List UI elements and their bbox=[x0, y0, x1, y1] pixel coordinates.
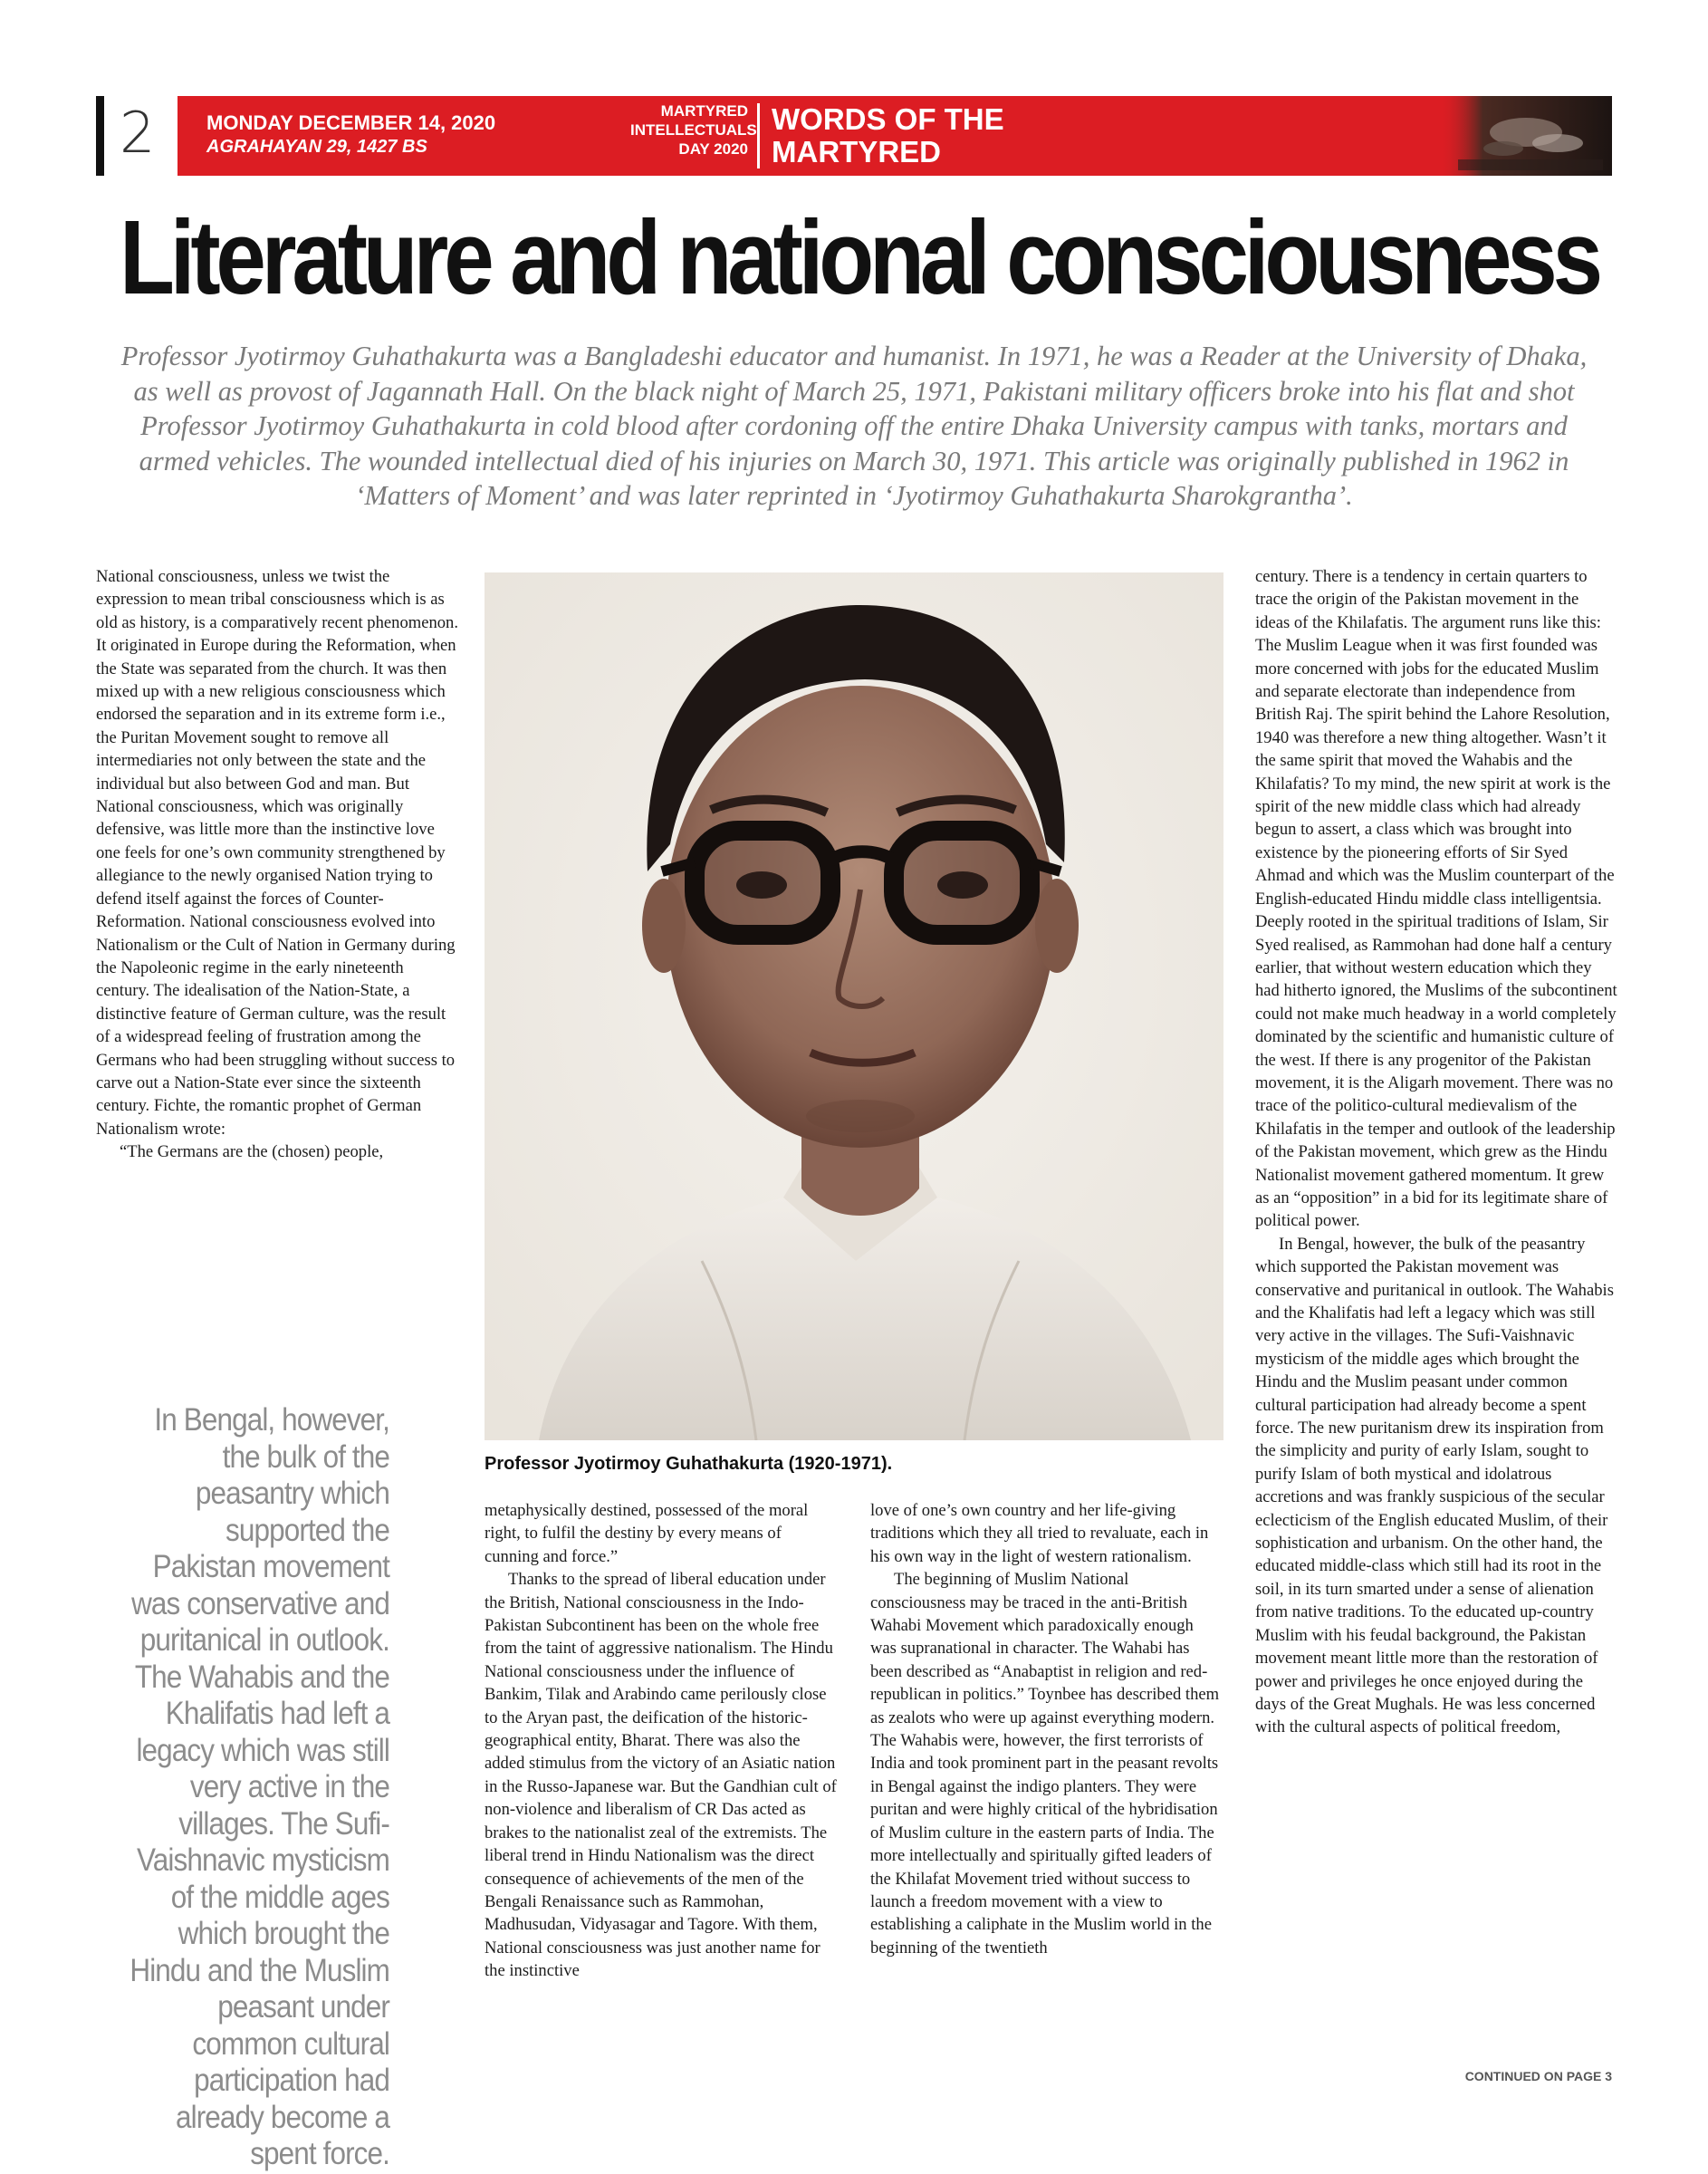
paragraph: “The Germans are the (chosen) people, bbox=[120, 1142, 384, 1162]
section-title bbox=[772, 103, 1004, 168]
date-line: MONDAY DECEMBER 14, 2020 bbox=[206, 111, 496, 134]
photo-caption: Professor Jyotirmoy Guhathakurta (1920-1971). bbox=[485, 1454, 893, 1474]
event-logo-line: MARTYRED bbox=[660, 102, 748, 120]
article-column-4 bbox=[1255, 565, 1617, 1739]
paragraph: National consciousness, unless we twist the expression to mean tribal consciousness which is as old as history, is a comparatively recent phenomenon. It originated in Europe during the Reformation, when the State was separated from the church. It was then mixed up with a new religious consciousness which endorsed the separation and in its extreme form i.e., the Puritan Movement sought to remove all intermediaries not only between the state and the individual but also between God and man. But National consciousness, which was originally defensive, was little more than the instinctive love one feels for one’s own community strengthened by allegiance to the newly organised Nation trying to defend itself against the forces of Counter-Reformation. National consciousness evolved into Nationalism or the Cult of Nation in Germany during the Napoleonic regime in the early nineteenth century. The idealisation of the Nation-State, a distinctive feature of German culture, was the result of a widespread feeling of frustration among the Germans who had been struggling without success to carve out a Nation-State ever since the sixteenth century. Fichte, the romantic prophet of German Nationalism wrote: bbox=[96, 567, 458, 1139]
paragraph: metaphysically destined, possessed of the moral right, to fulfil the destiny by every means of cunning and force.” bbox=[485, 1501, 809, 1566]
page-number: 2 bbox=[120, 100, 156, 166]
header-photo-image bbox=[1440, 96, 1612, 176]
headline: Literature and national consciousness bbox=[120, 198, 1598, 316]
paragraph: The beginning of Muslim National consciousness may be traced in the anti-British Wahabi Movement which paradoxically enough was supranational in character. The Wahabi has been described as “Anabaptist in religion and red-republican in politics.” Toynbee has described them as zealots who were up against everything modern. The Wahabis were, however, the first terrorists of India and took prominent part in the peasant revolts in Bengal against the indigo planters. They were puritan and were highly critical of the hybridisation of Muslim culture in the eastern parts of India. The more intellectually and spiritually gifted leaders of the Khilafat Movement tried without success to launch a freedom movement with a view to establishing a caliphate in the Muslim world in the beginning of the twentieth bbox=[870, 1570, 1220, 1958]
page-number-bar bbox=[96, 96, 104, 176]
event-logo-line: INTELLECTUALS bbox=[630, 121, 757, 139]
paragraph: century. There is a tendency in certain quarters to trace the origin of the Pakistan movement in the ideas of the Khilafatis. The argument runs like this: The Muslim League when it was first founded was more concerned with jobs for the educated Muslim and separate electorate than independence from British Raj. The spirit behind the Lahore Resolution, 1940 was therefore a new thing altogether. Wasn’t it the same spirit that moved the Wahabis and the Khilafatis? To my mind, the new spirit at work is the spirit of the new middle class which had already begun to assert, a class which was brought into existence by the pioneering efforts of Sir Syed Ahmad and which was the Muslim counterpart of the English-educated Hindu middle class intelligentsia. Deeply rooted in the spiritual traditions of Islam, Sir Syed realised, as Rammohan had done half a century earlier, that without western education which they had hitherto ignored, the Muslims of the subcontinent could not make much headway in a world completely dominated by the scientific and humanistic culture of the west. If there is any progenitor of the Pakistan movement, it is the Aligarh movement. There was no trace of the politico-cultural medievalism of the Khilafatis in the temper and outlook of the leadership of the Pakistan movement, which grew as the Hindu Nationalist movement gathered momentum. It grew as an “opposition” in a bid for its legitimate share of political power. bbox=[1255, 567, 1617, 1231]
article-column-2 bbox=[485, 1499, 838, 1983]
paragraph: In Bengal, however, the bulk of the peasantry which supported the Pakistan movement was conservative and puritanical in outlook. The Wahabis and the Khalifatis had left a legacy which was still very active in the villages. The Sufi-Vaishnavic mysticism of the middle ages which brought the Hindu and the Muslim peasant under common cultural participation had already become a spent force. The new puritanism drew its inspiration from the simplicity and purity of early Islam, sought to purify Islam of both mystical and idolatrous accretions and was frankly suspicious of the secular eclecticism of the English educated Muslim, of their sophistication and urbanism. On the other hand, the educated middle-class which still had its root in the soil, in its turn smarted under a sense of alienation from native traditions. To the educated up-country Muslim with his feudal background, the Pakistan movement meant little more than the restoration of power and privileges he once enjoyed during the days of the Great Mughals. He was less concerned with the cultural aspects of political freedom, bbox=[1255, 1234, 1614, 1737]
bangla-date-line: AGRAHAYAN 29, 1427 BS bbox=[206, 137, 427, 157]
event-logo-line: DAY 2020 bbox=[678, 140, 748, 158]
paragraph: Thanks to the spread of liberal education under the British, National consciousness in the Indo-Pakistan Subcontinent has been on the whole free from the taint of aggressive nationalism. The Hindu National consciousness under the influence of Bankim, Tilak and Arabindo came perilously close to the Aryan past, the deification of the historic-geographical entity, Bharat. There was also the added stimulus from the victory of an Asiatic nation in the Russo-Japanese war. But the Gandhian cult of non-violence and liberalism of CR Das acted as brakes to the nationalist zeal of the extremists. The liberal trend in Hindu Nationalism was the direct consequence of achievements of the men of the Bengali Renaissance such as Rammohan, Madhusudan, Vidyasagar and Tagore. With them, National consciousness was just another name for the instinctive bbox=[485, 1570, 837, 1981]
event-logo bbox=[630, 101, 757, 170]
portrait-photo bbox=[485, 572, 1223, 1440]
pull-quote: In Bengal, however, the bulk of the peasantry which supported the Pakistan movement was conservative and puritanical in outlook. The Wahabis and the Khalifatis had left a legacy which was still very active in the villages. The Sufi-Vaishnavic mysticism of the middle ages which brought the Hindu and the Muslim peasant under common cultural participation had already become a spent force. bbox=[130, 1402, 390, 2171]
intro-standfirst: Professor Jyotirmoy Guhathakurta was a Bangladeshi educator and humanist. In 1971, he was a Reader at the University of Dhaka, as well as provost of Jagannath Hall. On the black night of March 25, 1971, Pakistani military officers broke into his flat and shot Professor Jyotirmoy Guhathakurta in cold blood after cordoning off the entire Dhaka University campus with tanks, mortars and armed vehicles. The wounded intellectual died of his injuries on March 30, 1971. This article was originally published in 1962 in ‘Matters of Moment’ and was later reprinted in ‘Jyotirmoy Guhathakurta Sharokgrantha’. bbox=[120, 341, 1588, 511]
section-title-line: WORDS OF THE bbox=[772, 102, 1004, 136]
section-title-line: MARTYRED bbox=[772, 135, 941, 168]
header-photo bbox=[1440, 96, 1612, 176]
continued-on-link[interactable]: CONTINUED ON PAGE 3 bbox=[1464, 2069, 1612, 2083]
logo-divider bbox=[757, 103, 760, 168]
article-column-3 bbox=[870, 1499, 1223, 1959]
portrait-image bbox=[485, 572, 1223, 1440]
article-column-1 bbox=[96, 565, 458, 1164]
paragraph: love of one’s own country and her life-giving traditions which they all tried to revaluate, each in his own way in the light of western rationalism. bbox=[870, 1501, 1209, 1566]
